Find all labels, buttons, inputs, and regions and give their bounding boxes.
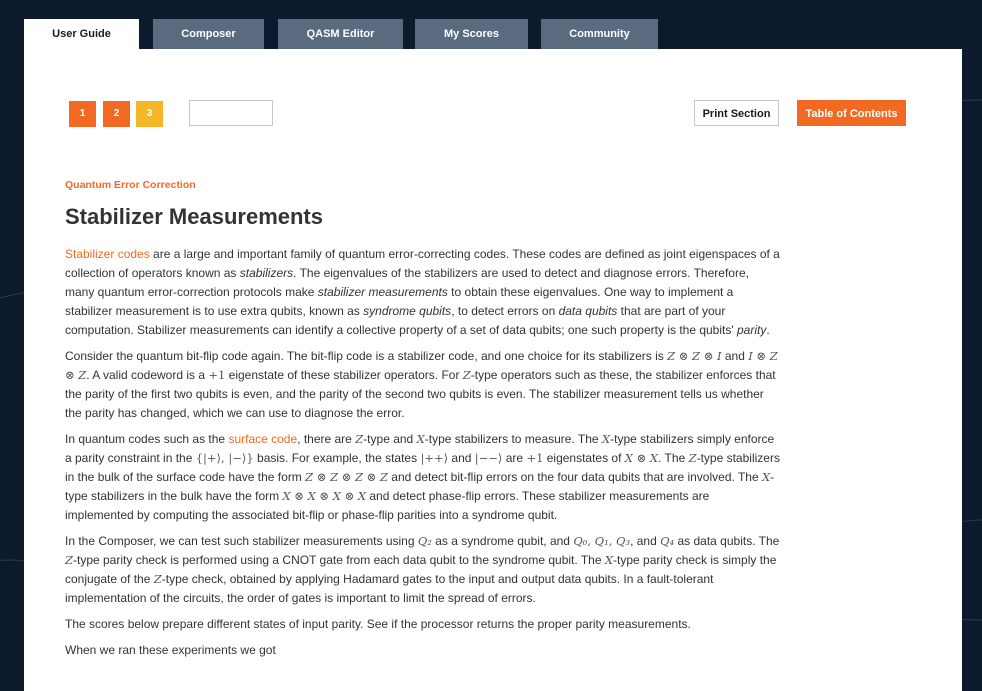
math: X (604, 553, 614, 567)
text: , and (630, 534, 661, 548)
table-of-contents-button[interactable]: Table of Contents (797, 100, 906, 126)
surface-code-link[interactable]: surface code (228, 432, 298, 446)
paragraph-6: When we ran these experiments we got (65, 643, 276, 657)
math: Q₀, Q₁, Q₃ (573, 534, 631, 548)
section-kicker: Quantum Error Correction (65, 179, 196, 191)
text: to obtain these eigenvalues. One way to implement a stabilizer measurement is to use extra qubits, known as (65, 285, 734, 318)
emphasis: stabilizers (239, 266, 294, 280)
text: In quantum codes such as the (65, 432, 229, 446)
text: -type and (363, 432, 417, 446)
emphasis: parity (736, 323, 767, 337)
math: |++⟩ (420, 451, 449, 465)
page-link-2[interactable]: 2 (103, 101, 130, 127)
page-link-3-current[interactable]: 3 (136, 101, 163, 127)
text: and detect phase-flip errors. These stabilizer measurements are implemented by computing the associated bit-flip or phase-flip parities into a syndrome qubit. (65, 489, 710, 522)
emphasis: stabilizer measurements (317, 285, 448, 299)
paragraph-4 (65, 532, 781, 608)
math: X ⊗ X (624, 451, 659, 465)
text: are (502, 451, 527, 465)
math: Z (355, 432, 364, 446)
tab-my-scores[interactable]: My Scores (415, 19, 528, 49)
page-title: Stabilizer Measurements (65, 204, 323, 229)
text: . (766, 323, 770, 337)
math: X (416, 432, 425, 446)
text: -type stabilizers in the bulk have the form (65, 470, 775, 503)
paragraph-3 (65, 430, 781, 525)
math: Z (688, 451, 697, 465)
text: . The eigenvalues of the stabilizers are used to detect and diagnose errors. Therefore, many quantum error-correction protocols make (65, 266, 749, 299)
math: Q₄ (660, 534, 675, 548)
paragraph-1 (65, 245, 781, 340)
text: -type stabilizers in the bulk of the surface code have the form (65, 451, 780, 484)
paragraph-5: The scores below prepare different states of input parity. See if the processor returns the proper parity measurements. (65, 617, 691, 631)
text: . The (658, 451, 689, 465)
paragraph-2 (65, 347, 781, 423)
print-section-button[interactable]: Print Section (694, 100, 779, 126)
text: and detect bit-flip errors on the four data qubits that are involved. The (387, 470, 762, 484)
tab-user-guide[interactable]: User Guide (24, 19, 139, 49)
text: as data qubits. The (674, 534, 780, 548)
tab-community[interactable]: Community (541, 19, 658, 49)
text: . A valid codeword is a (86, 368, 209, 382)
math: |−−⟩ (474, 451, 503, 465)
math: X (601, 432, 611, 446)
emphasis: data qubits (558, 304, 618, 318)
text: and (721, 349, 749, 363)
tab-composer[interactable]: Composer (153, 19, 264, 49)
math: +1 (208, 368, 226, 382)
math: X (761, 470, 771, 484)
text: -type parity check is simply the conjugate of the (65, 553, 777, 586)
text: In the Composer, we can test such stabilizer measurements using (65, 534, 418, 548)
text: , there are (297, 432, 356, 446)
text: eigenstates of (543, 451, 625, 465)
text: -type operators such as these, the stabilizer enforces that the parity of the first two qubits is even, and the parity of the second two qubits is even. The stabilizer measurement tells us whether the parity has changed, which we can use to diagnose the error. (65, 368, 776, 420)
math: +1 (526, 451, 544, 465)
math: Z ⊗ Z ⊗ I (667, 349, 722, 363)
text: -type check, obtained by applying Hadamard gates to the input and output data qubits. In a fault-tolerant implementation of the circuits, the order of gates is important to limit the spread of errors. (65, 572, 714, 605)
math: Q₂ (417, 534, 432, 548)
math: Z (462, 368, 471, 382)
math: {|+⟩, |−⟩} (195, 451, 254, 465)
emphasis: syndrome qubits (363, 304, 452, 318)
text: and (448, 451, 475, 465)
math: Z (153, 572, 162, 586)
next-section-button[interactable] (189, 100, 273, 126)
math: I ⊗ Z ⊗ Z (65, 349, 778, 382)
text: as a syndrome qubit, and (431, 534, 574, 548)
text: -type parity check is performed using a CNOT gate from each data qubit to the syndrome qubit. The (73, 553, 605, 567)
text: -type stabilizers to measure. The (424, 432, 602, 446)
text: Consider the quantum bit-flip code again. The bit-flip code is a stabilizer code, and one choice for its stabilizers is (65, 349, 668, 363)
text: -type stabilizers simply enforce a parity constraint in the (65, 432, 775, 465)
text: , to detect errors on (451, 304, 559, 318)
content-panel (24, 49, 962, 691)
text: eigenstate of these stabilizer operators. For (225, 368, 463, 382)
math: Z (65, 553, 73, 567)
math: X ⊗ X ⊗ X ⊗ X (282, 489, 367, 503)
page-link-1[interactable]: 1 (69, 101, 96, 127)
article-body (65, 245, 781, 667)
stabilizer-codes-link[interactable]: Stabilizer codes (65, 247, 150, 261)
text: are a large and important family of quantum error-correcting codes. These codes are defined as joint eigenspaces of a collection of operators known as (65, 247, 780, 280)
tab-qasm-editor[interactable]: QASM Editor (278, 19, 403, 49)
text: basis. For example, the states (253, 451, 421, 465)
text: that are part of your computation. Stabilizer measurements can identify a collective property of a set of data qubits; one such property is the qubits' (65, 304, 737, 337)
math: Z ⊗ Z ⊗ Z ⊗ Z (305, 470, 388, 484)
